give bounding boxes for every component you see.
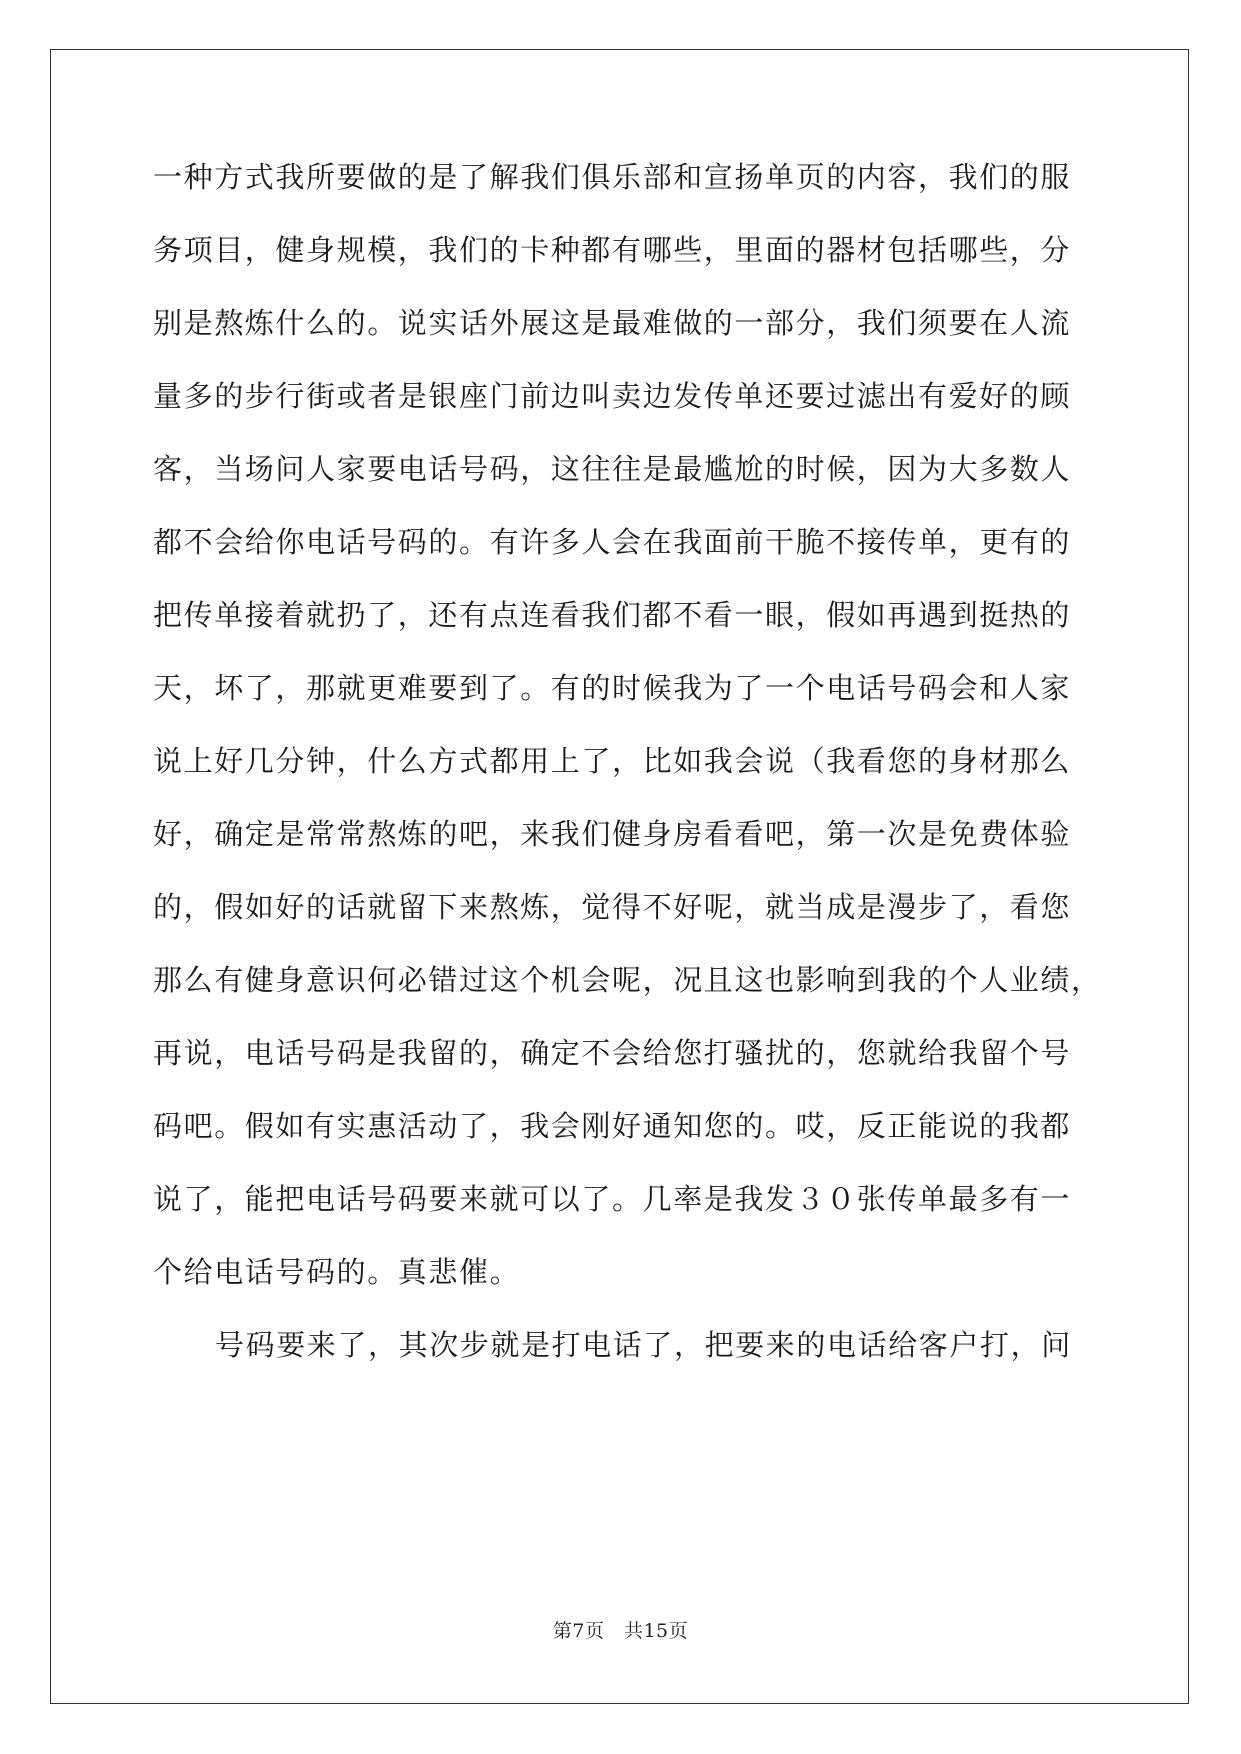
text-line: 再说，电话号码是我留的，确定不会给您打骚扰的，您就给我留个号 (153, 1036, 1072, 1070)
text-line: 说了，能把电话号码要来就可以了。几率是我发３０张传单最多有一 (153, 1182, 1072, 1216)
text-line: 码吧。假如有实惠活动了，我会刚好通知您的。哎，反正能说的我都 (153, 1109, 1072, 1143)
text-line: 别是熬炼什么的。说实话外展这是最难做的一部分，我们须要在人流 (153, 306, 1072, 340)
text-line: 都不会给你电话号码的。有许多人会在我面前干脆不接传单，更有的 (153, 525, 1072, 559)
text-line: 好，确定是常常熬炼的吧，来我们健身房看看吧，第一次是免费体验 (153, 817, 1072, 851)
text-line: 客，当场问人家要电话号码，这往往是最尴尬的时候，因为大多数人 (153, 452, 1072, 486)
text-line: 量多的步行街或者是银座门前边叫卖边发传单还要过滤出有爱好的顾 (153, 379, 1072, 413)
text-line: 把传单接着就扔了，还有点连看我们都不看一眼，假如再遇到挺热的 (153, 598, 1072, 632)
page-number-footer: 第7页 共15页 (552, 1620, 689, 1642)
text-line: 天，坏了，那就更难要到了。有的时候我为了一个电话号码会和人家 (153, 671, 1072, 705)
text-line: 务项目，健身规模，我们的卡种都有哪些，里面的器材包括哪些，分 (153, 233, 1072, 267)
text-line: 说上好几分钟，什么方式都用上了，比如我会说（我看您的身材那么 (153, 744, 1072, 778)
paragraph-start-line: 号码要来了，其次步就是打电话了，把要来的电话给客户打，问 (215, 1328, 1072, 1362)
text-line: 一种方式我所要做的是了解我们俱乐部和宣扬单页的内容，我们的服 (153, 160, 1072, 194)
text-line: 的，假如好的话就留下来熬炼，觉得不好呢，就当成是漫步了，看您 (153, 890, 1072, 924)
text-line: 个给电话号码的。真悲催。 (153, 1255, 521, 1289)
text-line: 那么有健身意识何必错过这个机会呢，况且这也影响到我的个人业绩， (153, 963, 1102, 997)
page-frame (50, 49, 1189, 1704)
